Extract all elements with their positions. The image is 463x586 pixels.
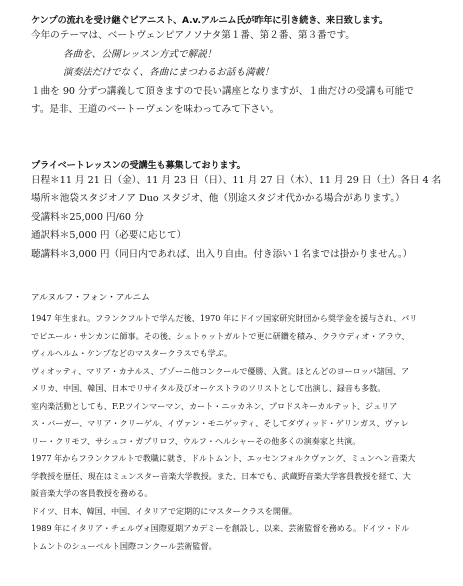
interpreter-fee-line: 通訳料＊5,000 円（必要に応じて） — [31, 230, 187, 241]
bio-line: リー・クリモフ、サシュコ・ガブリロフ、ウルフ・ヘルシャーその他多くの演奏家と共演。 — [31, 435, 361, 446]
venue-line: 場所＊池袋スタジオノア Duo スタジオ、他（別途スタジオ代かかる場合があります。） — [31, 193, 405, 204]
bio-line: ヴィルヘルム・ケンプなどのマスタークラスでも学ぶ。 — [31, 348, 233, 358]
bio-line: ス・バーガー、マリア・クリーゲル、イヴァン・モニゲッティ、そしてダヴィッド・ゲリンガス、ヴァレ — [31, 418, 409, 428]
intro-highlight-1: 各曲を、公開レッスン方式で解説！ — [63, 48, 217, 60]
intro-theme-line: 今年のテーマは、ベートヴェンピアノソナタ第１番、第２番、第３番です。 — [31, 30, 355, 41]
bio-line: トムントのシューベルト国際コンクール芸術監督。 — [31, 540, 217, 551]
intro-highlight-2: 演奏法だけでなく、各曲にまつわるお話も満載！ — [63, 67, 274, 78]
private-lessons-title: プライベートレッスンの受講生も募集しております。 — [31, 159, 246, 171]
bio-line: 室内楽活動としても、F.P.ツインマーマン、カート・ニッカネン、プロドスキーカルテット、ジュリア — [31, 400, 398, 411]
private-lessons-section — [31, 159, 453, 265]
artist-name: アルヌルフ・フォン・アルニム — [31, 293, 150, 303]
bio-line: 学教授を歴任、現在はミュンスター音楽大学教授。また、日本でも、武蔵野音楽大学客員教授を経て、大 — [31, 470, 411, 481]
intro-section — [31, 14, 453, 120]
bio-line: ヴィオッティ、マリア・カナルス、ブゾーニ他コンクールで優勝、入賞。ほとんどのヨーロッパ諸国、ア — [31, 365, 410, 376]
bio-line: メリカ、中国、韓国、日本でリサイタル及びオーケストラのソリストとして出演し、録音も多数。 — [31, 383, 386, 393]
schedule-line: 日程＊11 月 21 日（金）、11 月 23 日（日）、11 月 27 日（木）、11 月 29 日（土）各日 4 名 — [31, 174, 442, 186]
intro-title: ケンプの流れを受け継ぐピアニスト、A.v.アルニム氏が昨年に引き続き、来日致します。 — [31, 15, 389, 26]
intro-note-line-2: す。是非、王道のベートーヴェンを味わってみて下さい。 — [31, 104, 280, 115]
bio-line: 阪音楽大学の客員教授を務める。 — [31, 488, 153, 498]
intro-note-line-1: １曲を 90 分ずつ講義して頂きますので長い講座となりますが、１曲だけの受講も可能で — [31, 85, 414, 97]
bio-line: 1947 年生まれ。フランクフルトで学んだ後、1970 年にドイツ国家研究財団から奨学金を援与され、パリ — [31, 313, 418, 323]
audit-fee-line: 聴講料＊3,000 円（同日内であれば、出入り自由。付き添い１名までは掛かりません。） — [31, 248, 413, 260]
lesson-fee-line: 受講料＊25,000 円/60 分 — [31, 211, 144, 223]
biography-section — [31, 290, 453, 555]
bio-line: ドイツ、日本、韓国、中国、イタリアで定期的にマスタークラスを開催。 — [31, 505, 298, 516]
bio-line: 1977 年からフランクフルトで教職に就き、ドルトムント、エッセンフォルクヴァング、ミュンヘン音楽大 — [31, 453, 416, 463]
bio-line: でピエール・サンカンに師事。その後、シュトゥットガルトで更に研鑽を積み、クラウディオ・アラウ、 — [31, 330, 410, 341]
bio-line: 1989 年にイタリア・チェルヴォ国際夏期アカデミーを創設し、以来、芸術監督を務める。ドイツ・ドル — [31, 523, 410, 533]
